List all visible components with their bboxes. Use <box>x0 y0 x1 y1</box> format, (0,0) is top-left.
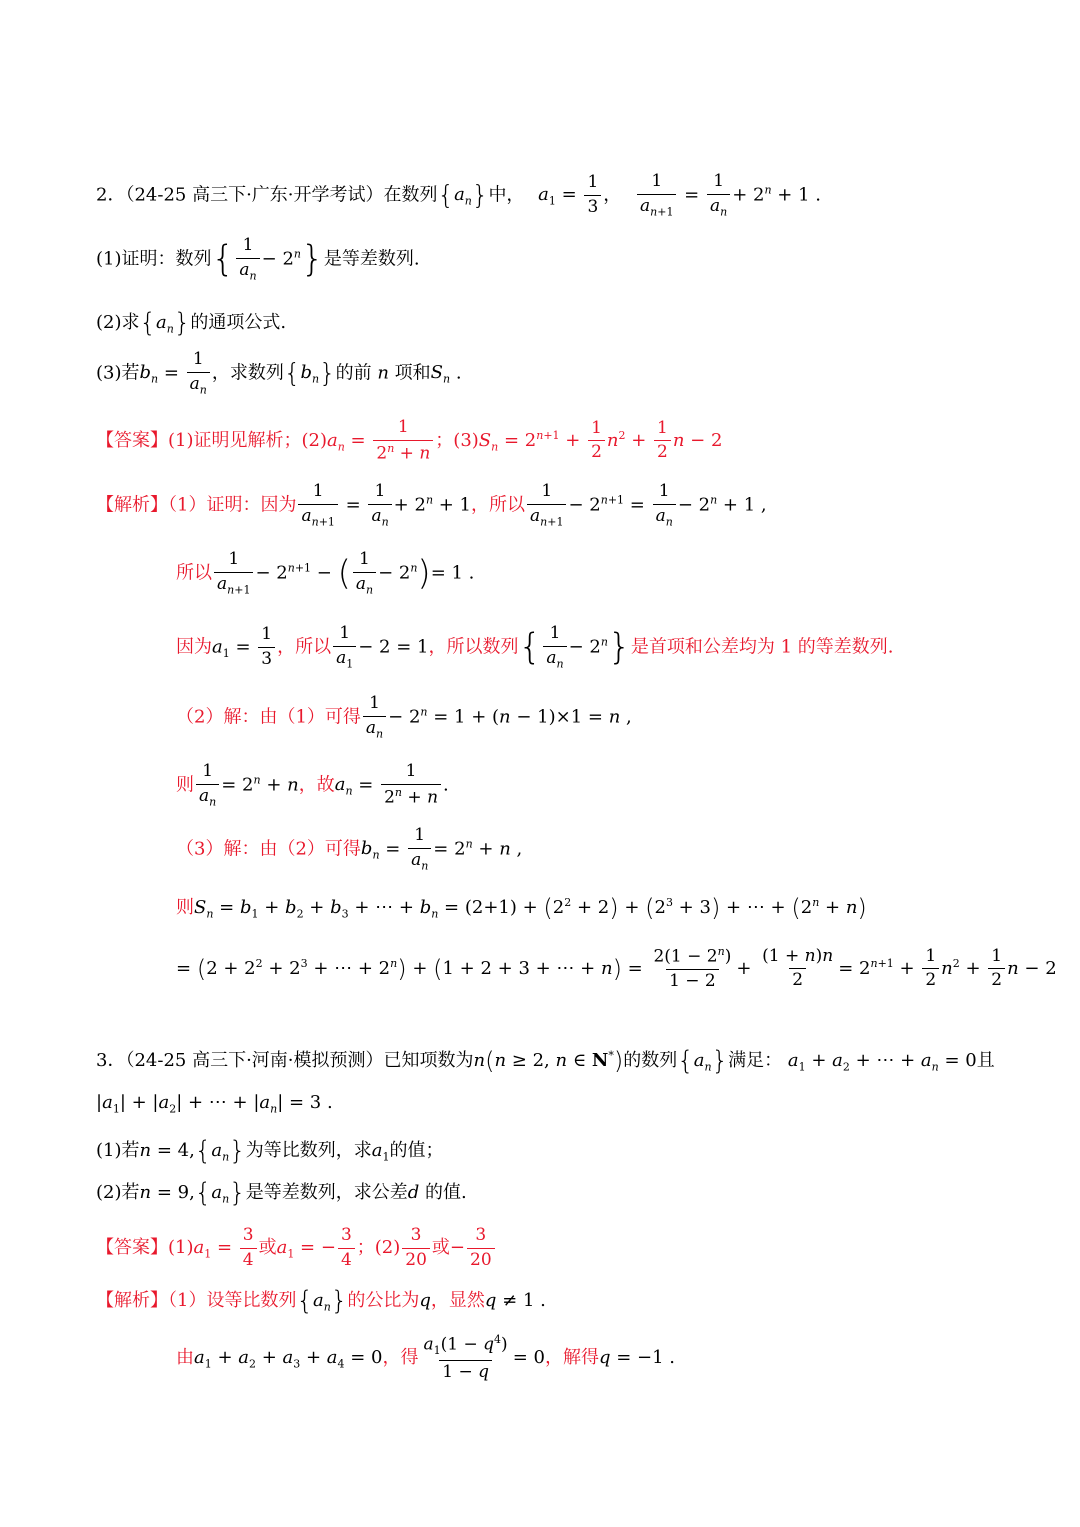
q2-analysis-line3: 因为$a_1$ = $\frac{1}{3}$ ，所以 $\frac{1}{a_1}$ − 2 = 1，所以数列{ $\frac{1}{a_n}$ − $2^n$}是首项和公差均为 1 的等差数列. <box>176 623 894 670</box>
q2-answer-p3: ；(3) <box>435 429 479 451</box>
q2-answer-p1: (1)证明见解析；(2) <box>168 429 327 451</box>
q3-answer: 【答案】$(1)a_1$ = $\frac{3}{4}$ 或$a_1$ = − $\frac{3}{4}$ ；(2) $\frac{3}{20}$ 或− $\frac{3}{20}$ <box>96 1226 497 1270</box>
q2-a-l1: （1）证明：因为 <box>168 494 297 516</box>
q2-part1: (1)证明：数列{ $\frac{1}{a_n}$ − $2^n$}是等差数列. <box>96 235 420 282</box>
q3-part2: (2)若$n = 9,\{a_n\}$是等差数列，求公差d 的值. <box>96 1178 467 1208</box>
q3-part2-mid: 是等差数列，求公差 <box>245 1182 408 1203</box>
q2-source: （24-25 高三下·广东·开学考试） <box>125 184 384 206</box>
q2-analysis-line5: 则 $\frac{1}{a_n}$ = $2^n + n$，故$a_n$ = $\frac{1}{2^n + n}$ . <box>176 761 449 808</box>
q2-analysis-line6: （3）解：由（2）可得$b_n$ = $\frac{1}{a_n}$ = $2^n + n$ , <box>176 825 523 872</box>
q2-a-l3d: 是首项和公差均为 1 的等差数列. <box>630 636 894 658</box>
q3-answer-or1: 或 <box>258 1237 277 1259</box>
q3-stem-line2: $|a_1| + |a_2|$ + ⋯ + $|a_n| = 3$ . <box>96 1092 333 1116</box>
q3-analysis-label: 【解析】 <box>96 1290 168 1311</box>
q2-stem-mid: 中， <box>488 184 525 206</box>
q2-a-l7: 则 <box>176 897 194 918</box>
q2-a-l5a: 则 <box>176 774 194 796</box>
q2-part1-suffix: 是等差数列. <box>323 248 420 270</box>
q2-a-l2: 所以 <box>176 562 212 584</box>
q2-answer-label: 【答案】 <box>96 429 168 451</box>
q3-a-l2a: 由 <box>176 1347 194 1369</box>
q3-stem-mid2: 满足： <box>728 1050 783 1071</box>
q2-analysis-line4: （2）解：由（1）可得 $\frac{1}{a_n}$ − $2^n = 1 + (n - 1)\times 1 = n$ , <box>176 693 632 740</box>
q2-part1-prefix: (1)证明：数列 <box>96 248 212 270</box>
q2-part2-prefix: (2)求 <box>96 312 140 333</box>
q2-part2: (2)求$\{a_n\}$的通项公式. <box>96 308 287 338</box>
q3-part1: (1)若$n = 4,\{a_n\}$为等比数列，求$a_1$的值； <box>96 1136 444 1166</box>
q2-a-l6: （3）解：由（2）可得 <box>176 838 361 860</box>
q3-answer-p1: (1) <box>168 1237 194 1259</box>
q2-number: 2． <box>96 184 126 206</box>
q2-a-l3b: ，所以 <box>277 636 332 658</box>
q3-a-l1: （1）设等比数列 <box>168 1290 297 1311</box>
q3-part1-mid: 为等比数列，求 <box>245 1140 372 1161</box>
q2-analysis-line8: = ($2 + 2^2 + 2^3$ + ⋯ + $2^n) + (1 + 2 + 3$ + ⋯ + n) = $\frac{2(1 - 2^n)}{1 - 2}$ + $\frac{(1 + n)n}{2}$ = $2^{n+1}$ + $\frac{1}{2}$ $n^2$ + $\frac{1}{2}$ n − 2 <box>176 945 1057 992</box>
q2-stem: 2．（24-25 高三下·广东·开学考试）在数列$\{a_n\}$中， $a_1$ = $\frac{1}{3}$ ， $\frac{1}{a_{n+1}}$ = $\frac{1}{a_n}$ + $2^n + 1$ . <box>96 171 821 218</box>
q3-part2-suffix: 的值. <box>424 1182 467 1203</box>
q2-a-l4: （2）解：由（1）可得 <box>176 706 361 728</box>
q2-a-l3c: ，所以数列 <box>428 636 519 658</box>
q2-stem-text: 在数列 <box>383 184 438 206</box>
q3-a-l1b: 的公比为 <box>347 1290 420 1311</box>
q2-part2-suffix: 的通项公式. <box>190 312 287 333</box>
q3-analysis-line1: 【解析】（1）设等比数列$\{a_n\}$的公比为q，显然q ≠ 1 . <box>96 1286 546 1316</box>
q2-part3: (3)若$b_n$ = $\frac{1}{a_n}$ ，求数列$\{b_n\}$的前 n 项和$S_n$ . <box>96 349 462 396</box>
q3-part1-suffix: 的值； <box>389 1140 444 1161</box>
q3-stem-and: 且 <box>976 1050 995 1071</box>
q2-answer: 【答案】(1)证明见解析；$(2)a_n$ = $\frac{1}{2^n + n}$ ；$(3)S_n = 2^{n+1}$ + $\frac{1}{2}$ $n^2$ + $\frac{1}{2}$ n − 2 <box>96 417 723 464</box>
q3-analysis-line2: 由$a_1 + a_2 + a_3 + a_4 = 0$，得 $\frac{a_1(1 - q^4)}{1 - q}$ = 0，解得q = −1 . <box>176 1333 675 1382</box>
q2-analysis-line1: 【解析】（1）证明：因为 $\frac{1}{a_{n+1}}$ = $\frac{1}{a_n}$ + $2^n + 1$，所以 $\frac{1}{a_{n+1}}$ − $2^{n+1}$ = $\frac{1}{a_n}$ − $2^n + 1$ , <box>96 481 767 528</box>
q2-part3-mid: ，求数列 <box>211 362 284 384</box>
q3-stem-text: 已知项数为 <box>383 1050 474 1071</box>
q3-part2-prefix: (2)若 <box>96 1182 140 1203</box>
q3-a-l2b: ，得 <box>382 1347 419 1369</box>
q2-analysis-label: 【解析】 <box>96 494 168 516</box>
q2-analysis-line2: 所以 $\frac{1}{a_{n+1}}$ − $2^{n+1}$ − ( $\frac{1}{a_n}$ − $2^n)= 1$ . <box>176 549 475 596</box>
q2-part3-suffix2: 项和 <box>394 362 431 384</box>
q2-a-l1-mid: ，所以 <box>471 494 526 516</box>
q2-a-l5b: ，故 <box>298 774 335 796</box>
q3-answer-label: 【答案】 <box>96 1237 168 1259</box>
q2-analysis-line7: 则$S_n = b_1 + b_2 + b_3$ + ⋯ + $b_n = (2+1) + (2^2 + 2) + (2^3 + 3)$ + ⋯ + $(2^n + n)$ <box>176 894 867 922</box>
q2-part3-prefix: (3)若 <box>96 362 140 384</box>
q3-source: （24-25 高三下·河南·模拟预测） <box>125 1050 384 1071</box>
q3-answer-p2: ；(2) <box>356 1237 401 1259</box>
q3-number: 3． <box>96 1050 126 1071</box>
q2-a-l3a: 因为 <box>176 636 212 658</box>
q2-part3-suffix1: 的前 <box>335 362 372 384</box>
q3-stem-mid: 的数列 <box>623 1050 678 1071</box>
q3-part1-prefix: (1)若 <box>96 1140 140 1161</box>
q3-answer-or2: 或 <box>431 1237 450 1259</box>
q3-a-l1c: ，显然 <box>430 1290 485 1311</box>
q3-a-l2c: ，解得 <box>544 1347 599 1369</box>
q3-stem: 3．（24-25 高三下·河南·模拟预测）已知项数为n(n ≥ 2, n ∈ N*)的数列$\{a_n\}$满足： $a_1 + a_2$ + ⋯ + $a_n = 0$且 <box>96 1046 995 1076</box>
